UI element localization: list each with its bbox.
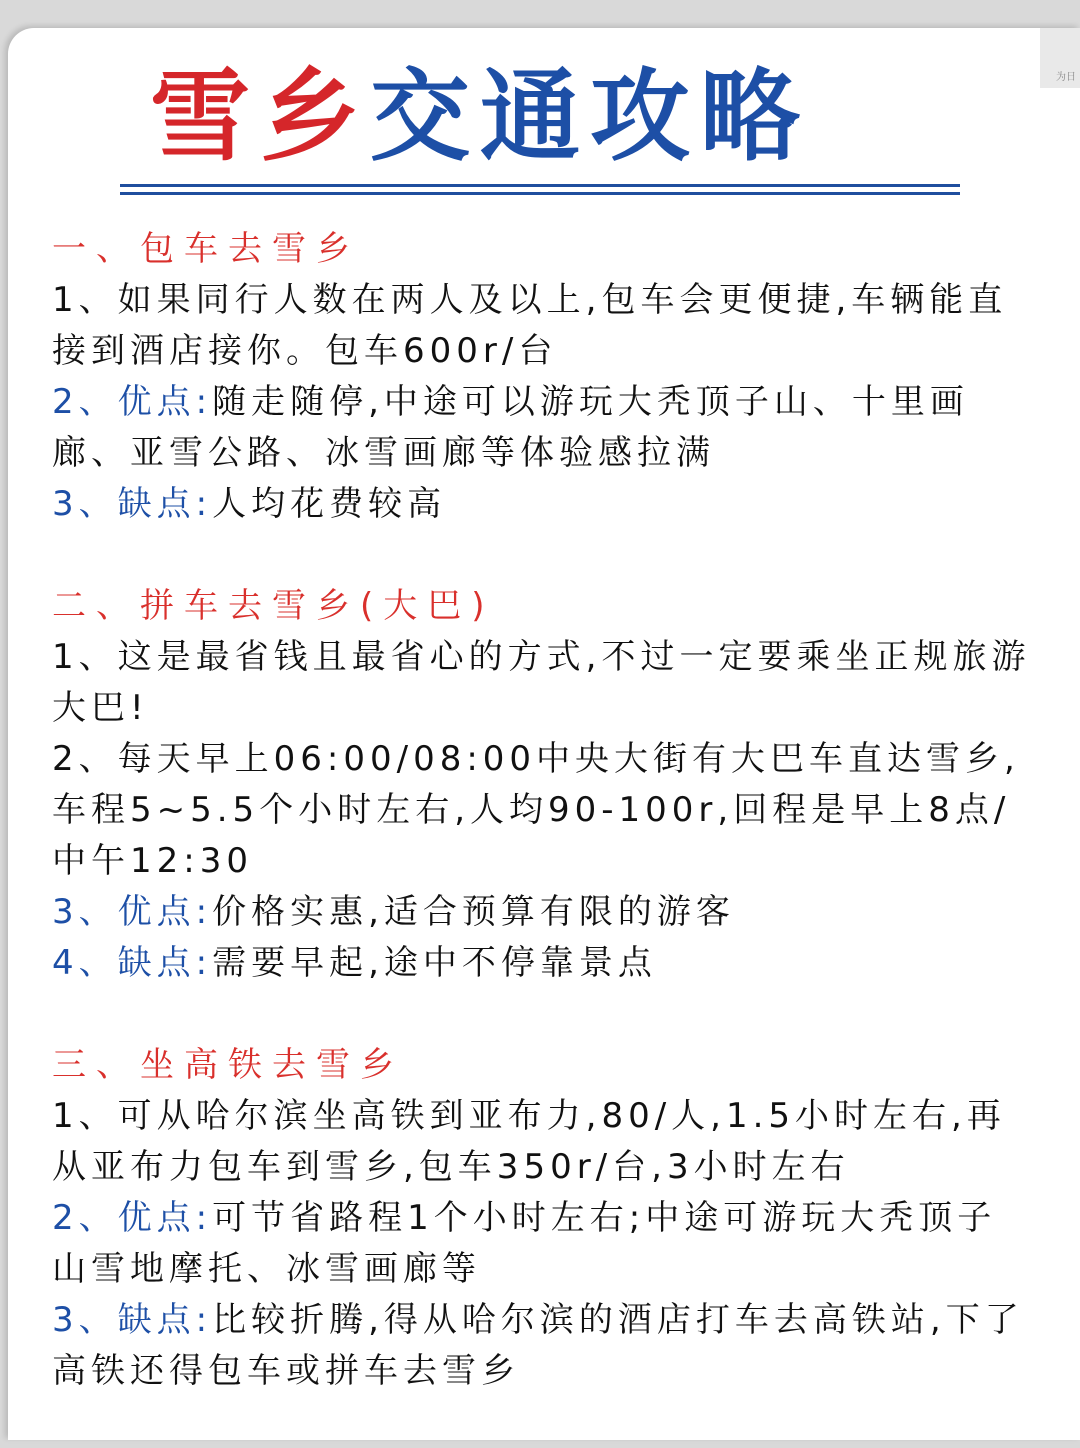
item-text: 需要早起,途中不停靠景点 — [212, 943, 657, 983]
item-number: 1、 — [52, 280, 118, 320]
title-underline-bottom — [120, 192, 960, 195]
item-text: 这是最省钱且最省心的方式,不过一定要乘坐正规旅游大巴! — [52, 637, 1031, 728]
section-heading: 一、包车去雪乡 — [52, 229, 360, 269]
item-number: 2、 — [52, 1198, 118, 1238]
item-label: 优点: — [117, 1198, 213, 1238]
title-part-blue: 交通攻略 — [370, 58, 810, 175]
list-item — [52, 938, 1032, 989]
item-number: 1、 — [52, 1096, 118, 1136]
section-train — [52, 1040, 1032, 1397]
page-title — [150, 58, 810, 175]
item-text: 可节省路程1个小时左右;中途可游玩大秃顶子山雪地摩托、冰雪画廊等 — [52, 1198, 997, 1289]
list-item — [52, 377, 1032, 479]
list-item — [52, 1295, 1032, 1397]
section-heading: 二、拼车去雪乡(大巴) — [52, 586, 495, 626]
section-charter — [52, 224, 1032, 530]
item-text: 可从哈尔滨坐高铁到亚布力,80/人,1.5小时左右,再从亚布力包车到雪乡,包车350r/台,3小时左右 — [52, 1096, 1006, 1187]
list-item — [52, 275, 1032, 377]
list-item — [52, 632, 1032, 734]
item-number: 3、 — [52, 484, 118, 524]
list-item — [52, 734, 1032, 887]
section-bus — [52, 581, 1032, 989]
paper-corner — [1040, 28, 1080, 88]
item-number: 1、 — [52, 637, 118, 677]
list-item — [52, 479, 1032, 530]
item-text: 随走随停,中途可以游玩大秃顶子山、十里画廊、亚雪公路、冰雪画廊等体验感拉满 — [52, 382, 969, 473]
item-label: 优点: — [117, 382, 213, 422]
item-number: 2、 — [52, 382, 118, 422]
item-text: 比较折腾,得从哈尔滨的酒店打车去高铁站,下了高铁还得包车或拼车去雪乡 — [52, 1300, 1024, 1391]
title-part-red: 雪乡 — [150, 58, 370, 175]
item-text: 每天早上06:00/08:00中央大街有大巴车直达雪乡,车程5~5.5个小时左右,人均90-100r,回程是早上8点/中午12:30 — [52, 739, 1020, 881]
section-heading: 三、坐高铁去雪乡 — [52, 1045, 404, 1085]
list-item — [52, 1193, 1032, 1295]
item-text: 人均花费较高 — [212, 484, 447, 524]
item-label: 优点: — [117, 892, 213, 932]
corner-text: 为日 — [1056, 72, 1076, 83]
content — [52, 224, 1032, 1448]
item-text: 如果同行人数在两人及以上,包车会更便捷,车辆能直接到酒店接你。包车600r/台 — [52, 280, 1008, 371]
title-underline-top — [120, 184, 960, 187]
item-label: 缺点: — [117, 943, 213, 983]
item-label: 缺点: — [117, 1300, 213, 1340]
item-number: 2、 — [52, 739, 118, 779]
item-number: 3、 — [52, 892, 118, 932]
list-item — [52, 887, 1032, 938]
item-text: 价格实惠,适合预算有限的游客 — [212, 892, 735, 932]
item-number: 4、 — [52, 943, 118, 983]
item-label: 缺点: — [117, 484, 213, 524]
item-number: 3、 — [52, 1300, 118, 1340]
list-item — [52, 1091, 1032, 1193]
